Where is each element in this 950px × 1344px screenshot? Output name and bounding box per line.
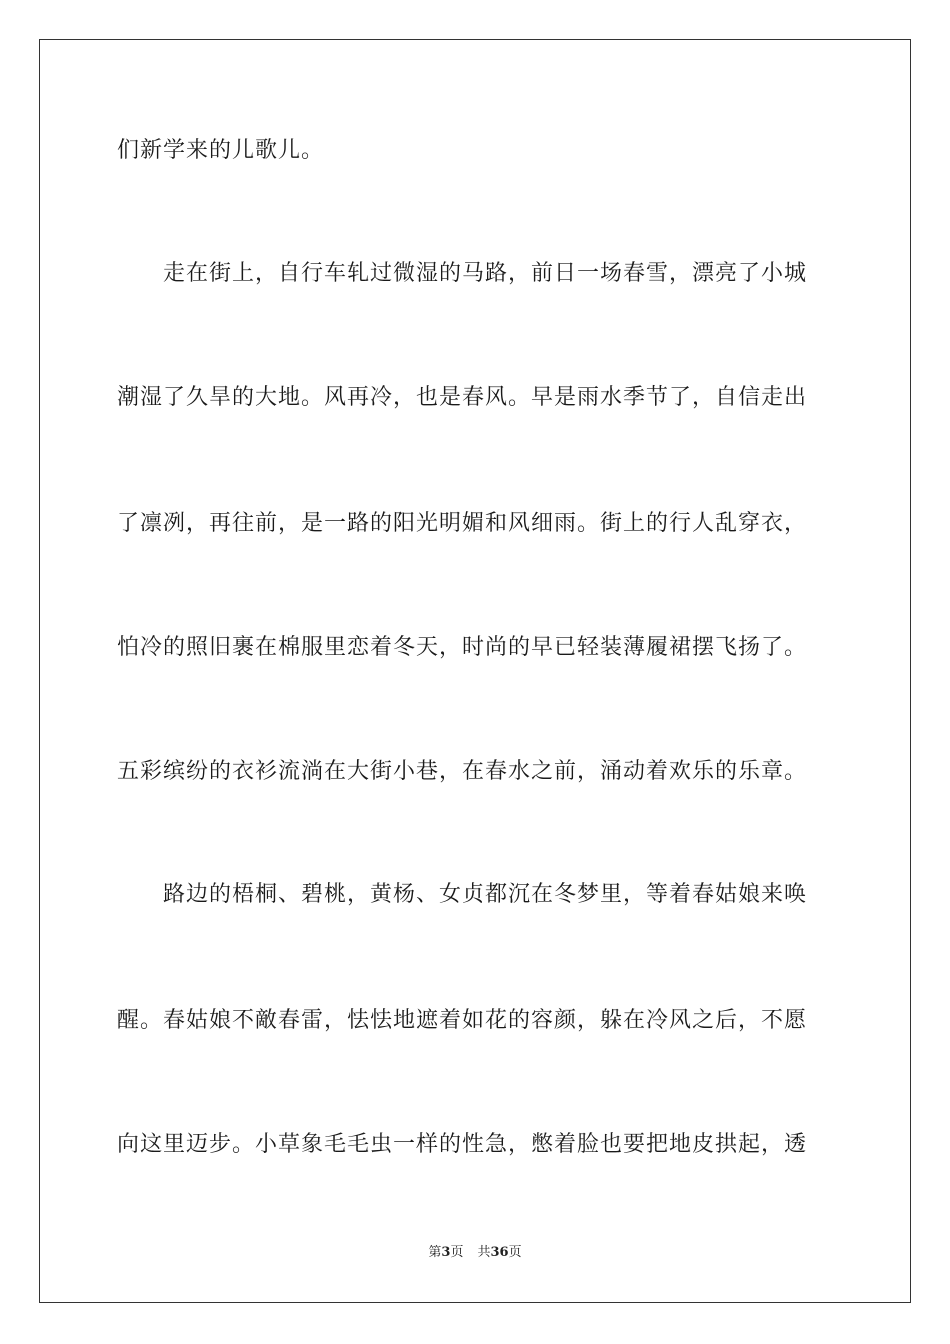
text-line-7: 路边的梧桐、碧桃，黄杨、女贞都沉在冬梦里，等着春姑娘来唤 bbox=[163, 882, 808, 907]
page-prefix: 第 bbox=[428, 1245, 442, 1260]
page-number: 3 bbox=[441, 1245, 451, 1260]
page-suffix: 页 bbox=[450, 1245, 464, 1260]
text-line-3: 潮湿了久旱的大地。风再冷，也是春风。早是雨水季节了，自信走出 bbox=[117, 385, 808, 410]
text-line-5: 怕冷的照旧裹在棉服里恋着冬天，时尚的早已轻装薄履裙摆飞扬了。 bbox=[117, 635, 808, 660]
text-line-2: 走在街上，自行车轧过微湿的马路，前日一场春雪，漂亮了小城 bbox=[163, 261, 808, 286]
text-line-6: 五彩缤纷的衣衫流淌在大街小巷，在春水之前，涌动着欢乐的乐章。 bbox=[117, 759, 808, 784]
text-line-1: 们新学来的儿歌儿。 bbox=[117, 138, 325, 163]
page-footer bbox=[0, 1244, 950, 1262]
total-prefix: 共 bbox=[477, 1245, 491, 1260]
total-suffix: 页 bbox=[508, 1245, 522, 1260]
text-line-4: 了凛冽，再往前，是一路的阳光明媚和风细雨。街上的行人乱穿衣， bbox=[117, 511, 808, 536]
text-line-8: 醒。春姑娘不敵春雷，怯怯地遮着如花的容颜，躲在冷风之后，不愿 bbox=[117, 1008, 808, 1033]
total-pages: 36 bbox=[490, 1245, 509, 1260]
page-border bbox=[39, 39, 911, 1303]
text-line-9: 向这里迈步。小草象毛毛虫一样的性急，憋着脸也要把地皮拱起，透 bbox=[117, 1132, 808, 1157]
